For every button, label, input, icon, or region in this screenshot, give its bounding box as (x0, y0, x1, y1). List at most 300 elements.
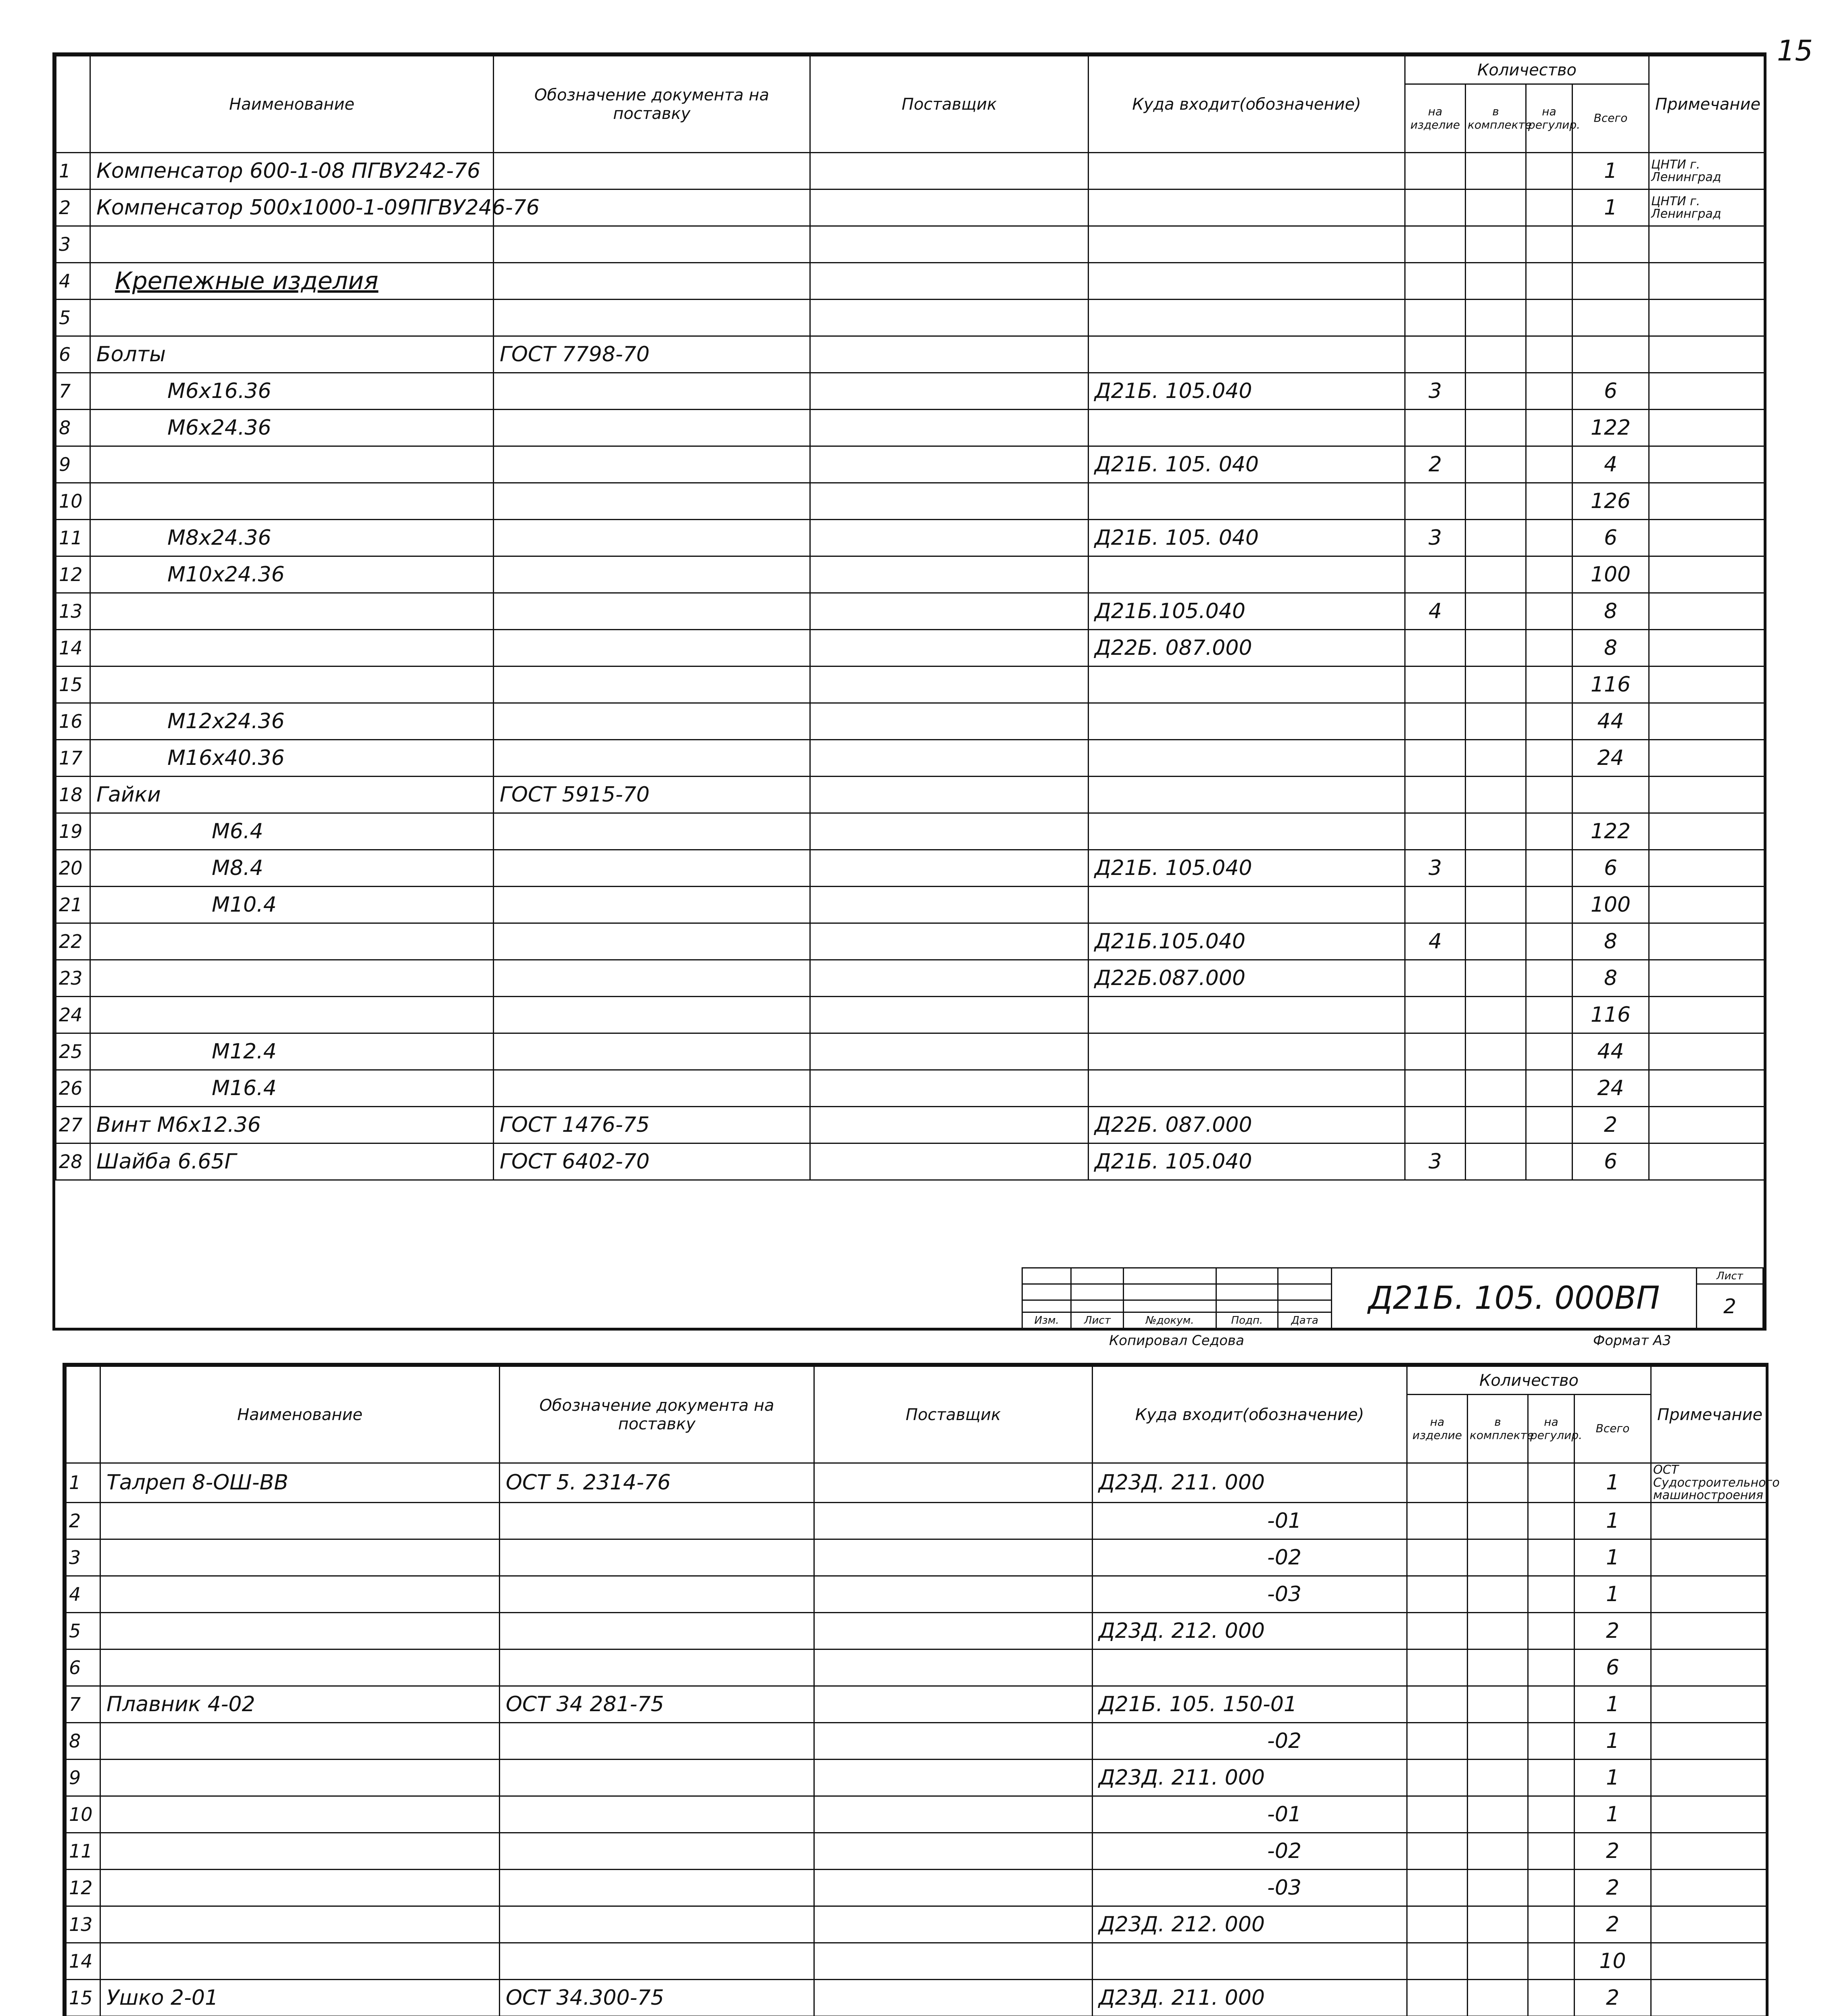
row-in-kit (1466, 153, 1526, 190)
row-name (100, 1649, 500, 1686)
row-where (1089, 190, 1405, 226)
row-note (1651, 1979, 1768, 2016)
stamp1-list: Лист (1071, 1312, 1124, 1329)
row-per-item (1407, 1576, 1468, 1612)
row-in-kit (1466, 190, 1526, 226)
row-in-kit (1468, 1796, 1528, 1833)
row-total: 1 (1575, 1686, 1651, 1722)
row-note (1649, 446, 1766, 483)
row-note (1651, 1943, 1768, 1979)
row-where (1089, 226, 1405, 263)
row-in-reg (1526, 446, 1572, 483)
row-number: 27 (56, 1107, 90, 1143)
row-number: 12 (56, 556, 90, 593)
row-where (1089, 887, 1405, 923)
row-name: Гайки (90, 777, 494, 813)
row-in-kit (1466, 1033, 1526, 1070)
row-where: Д23Д. 211. 000 (1093, 1759, 1407, 1796)
row-name (100, 1906, 500, 1943)
row-total: 116 (1572, 666, 1649, 703)
row-supplier (814, 1759, 1093, 1796)
row-where: -02 (1093, 1539, 1407, 1576)
row-doc (494, 740, 810, 777)
row-number: 22 (56, 923, 90, 960)
row-where: Д21Б. 105.040 (1089, 1143, 1405, 1180)
row-name (100, 1796, 500, 1833)
row-number: 8 (66, 1722, 100, 1759)
row-note (1651, 1906, 1768, 1943)
row-total (1572, 226, 1649, 263)
row-in-kit (1466, 226, 1526, 263)
row-doc (500, 1796, 814, 1833)
row-doc (494, 703, 810, 740)
row-per-item (1407, 1796, 1468, 1833)
row-in-kit (1466, 777, 1526, 813)
row-total: 122 (1572, 813, 1649, 850)
table-row (56, 226, 1766, 263)
table-row (56, 887, 1766, 923)
table-row (56, 997, 1766, 1033)
row-where: Д21Б. 105.040 (1089, 850, 1405, 887)
row-in-reg (1526, 997, 1572, 1033)
row-supplier (810, 153, 1089, 190)
stamp1-sheet-no: 2 (1697, 1284, 1763, 1329)
row-name: Компенсатор 500х1000-1-09ПГВУ246-76 (90, 190, 494, 226)
row-in-reg (1528, 1539, 1575, 1576)
row-in-kit (1466, 410, 1526, 446)
row-name (90, 630, 494, 666)
row-supplier (810, 263, 1089, 300)
row-name (90, 666, 494, 703)
row-doc (500, 1539, 814, 1576)
row-note (1649, 483, 1766, 520)
row-total: 2 (1575, 1979, 1651, 2016)
row-doc (500, 1943, 814, 1979)
row-total: 6 (1575, 1649, 1651, 1686)
hdr-name: Наименование (90, 56, 494, 153)
row-total: 100 (1572, 887, 1649, 923)
row-in-kit (1466, 813, 1526, 850)
row-in-kit (1466, 373, 1526, 410)
row-in-reg (1526, 593, 1572, 630)
sheet-1-copied: Копировал Седова (1109, 1333, 1244, 1349)
row-number: 28 (56, 1143, 90, 1180)
row-in-reg (1528, 1833, 1575, 1869)
row-total: 126 (1572, 483, 1649, 520)
row-number: 21 (56, 887, 90, 923)
row-in-reg (1526, 520, 1572, 556)
row-per-item (1405, 1070, 1466, 1107)
stamp1-sheet-label: Лист (1697, 1268, 1763, 1284)
row-note (1649, 520, 1766, 556)
row-supplier (810, 740, 1089, 777)
row-name (100, 1943, 500, 1979)
row-supplier (814, 1796, 1093, 1833)
row-number: 7 (66, 1686, 100, 1722)
table-row (66, 1686, 1768, 1722)
row-doc (494, 1033, 810, 1070)
row-number: 9 (56, 446, 90, 483)
table-row (66, 1759, 1768, 1796)
row-note (1651, 1539, 1768, 1576)
row-per-item (1407, 1943, 1468, 1979)
row-supplier (810, 887, 1089, 923)
row-note: ЦНТИ г. Ленинград (1649, 153, 1766, 190)
row-note (1649, 556, 1766, 593)
row-supplier (814, 1612, 1093, 1649)
sheet-1-table (55, 55, 1766, 1181)
table-row (66, 1722, 1768, 1759)
row-name: М8х24.36 (90, 520, 494, 556)
table-row (66, 1833, 1768, 1869)
row-name: М16.4 (90, 1070, 494, 1107)
row-in-reg (1528, 1943, 1575, 1979)
row-doc: ГОСТ 6402-70 (494, 1143, 810, 1180)
row-note (1651, 1759, 1768, 1796)
row-total: 44 (1572, 1033, 1649, 1070)
row-name: Шайба 6.65Г (90, 1143, 494, 1180)
row-in-reg (1526, 483, 1572, 520)
table-row (56, 813, 1766, 850)
hdr-per-item: на изделие (1405, 84, 1466, 153)
row-where (1089, 153, 1405, 190)
row-doc (494, 666, 810, 703)
row-doc (494, 226, 810, 263)
row-name: М10х24.36 (90, 556, 494, 593)
row-name: Винт М6х12.36 (90, 1107, 494, 1143)
row-in-reg (1526, 263, 1572, 300)
row-doc (494, 593, 810, 630)
row-in-reg (1528, 1979, 1575, 2016)
row-per-item (1405, 336, 1466, 373)
row-doc (494, 960, 810, 997)
row-total: 6 (1572, 373, 1649, 410)
row-per-item (1405, 483, 1466, 520)
row-supplier (810, 813, 1089, 850)
row-where: Д21Б.105.040 (1089, 593, 1405, 630)
row-in-reg (1526, 1070, 1572, 1107)
table-row (56, 1143, 1766, 1180)
stamp1-izm: Изм. (1022, 1312, 1071, 1329)
row-number: 9 (66, 1759, 100, 1796)
row-note (1649, 630, 1766, 666)
row-where: Д23Д. 212. 000 (1093, 1906, 1407, 1943)
row-per-item: 3 (1405, 520, 1466, 556)
row-name: М10.4 (90, 887, 494, 923)
row-supplier (810, 1070, 1089, 1107)
row-total: 1 (1575, 1722, 1651, 1759)
row-in-kit (1466, 446, 1526, 483)
row-supplier (810, 373, 1089, 410)
row-in-kit (1468, 1502, 1528, 1539)
table-row (66, 1869, 1768, 1906)
row-name: Плавник 4-02 (100, 1686, 500, 1722)
row-in-reg (1526, 1033, 1572, 1070)
row-name (100, 1576, 500, 1612)
row-per-item (1405, 666, 1466, 703)
row-per-item: 4 (1405, 593, 1466, 630)
row-where (1089, 556, 1405, 593)
row-per-item (1407, 1649, 1468, 1686)
row-doc: ОСТ 34 281-75 (500, 1686, 814, 1722)
row-in-kit (1468, 1722, 1528, 1759)
row-number: 10 (66, 1796, 100, 1833)
row-per-item (1407, 1869, 1468, 1906)
row-in-kit (1466, 666, 1526, 703)
row-where: Д22Б. 087.000 (1089, 630, 1405, 666)
row-note (1649, 1107, 1766, 1143)
row-doc (500, 1869, 814, 1906)
row-name (90, 593, 494, 630)
row-per-item (1405, 777, 1466, 813)
row-note (1649, 960, 1766, 997)
row-supplier (810, 520, 1089, 556)
row-doc (500, 1612, 814, 1649)
row-where (1093, 1649, 1407, 1686)
row-per-item (1405, 813, 1466, 850)
row-supplier (814, 1943, 1093, 1979)
row-name (90, 226, 494, 263)
row-in-kit (1466, 703, 1526, 740)
row-name (90, 960, 494, 997)
hdr2-note: Примечание (1651, 1366, 1768, 1463)
row-number: 10 (56, 483, 90, 520)
row-name: М12.4 (90, 1033, 494, 1070)
row-note (1649, 1143, 1766, 1180)
row-where (1089, 336, 1405, 373)
table-row (66, 1649, 1768, 1686)
row-supplier (810, 336, 1089, 373)
row-note (1649, 336, 1766, 373)
row-in-reg (1526, 226, 1572, 263)
row-in-kit (1466, 1107, 1526, 1143)
row-per-item (1405, 556, 1466, 593)
row-doc (500, 1576, 814, 1612)
row-name (100, 1869, 500, 1906)
row-doc (494, 410, 810, 446)
row-where: -01 (1093, 1502, 1407, 1539)
row-where (1089, 483, 1405, 520)
table-row (56, 960, 1766, 997)
row-name: М16х40.36 (90, 740, 494, 777)
row-supplier (814, 1869, 1093, 1906)
row-number: 1 (66, 1463, 100, 1503)
row-where (1089, 1070, 1405, 1107)
table-row (56, 593, 1766, 630)
row-per-item (1405, 410, 1466, 446)
row-in-reg (1526, 923, 1572, 960)
row-in-kit (1466, 997, 1526, 1033)
row-in-reg (1528, 1649, 1575, 1686)
row-total: 8 (1572, 923, 1649, 960)
row-total: 2 (1575, 1906, 1651, 1943)
row-where (1089, 740, 1405, 777)
row-in-reg (1526, 1143, 1572, 1180)
row-per-item: 3 (1405, 850, 1466, 887)
row-note (1649, 923, 1766, 960)
row-note (1651, 1502, 1768, 1539)
table-row (56, 410, 1766, 446)
row-where (1089, 777, 1405, 813)
row-in-kit (1468, 1906, 1528, 1943)
row-in-reg (1528, 1502, 1575, 1539)
row-doc (500, 1722, 814, 1759)
row-in-reg (1526, 850, 1572, 887)
row-in-kit (1466, 483, 1526, 520)
hdr-total: Всего (1572, 84, 1649, 153)
row-in-reg (1526, 666, 1572, 703)
row-where: Д23Д. 211. 000 (1093, 1463, 1407, 1503)
row-note (1649, 777, 1766, 813)
row-in-kit (1466, 263, 1526, 300)
row-per-item (1407, 1979, 1468, 2016)
sheet-1-stamp (1022, 1267, 1764, 1328)
table-row (56, 777, 1766, 813)
row-name: Талреп 8-ОШ-ВВ (100, 1463, 500, 1503)
row-in-kit (1468, 1869, 1528, 1906)
stamp1-data: Дата (1278, 1312, 1332, 1329)
row-total: 8 (1572, 630, 1649, 666)
row-where (1093, 1943, 1407, 1979)
row-per-item (1407, 1612, 1468, 1649)
hdr-where: Куда входит(обозначение) (1089, 56, 1405, 153)
row-in-kit (1468, 1686, 1528, 1722)
row-note (1651, 1576, 1768, 1612)
row-per-item (1405, 300, 1466, 336)
table-row (56, 850, 1766, 887)
row-note (1651, 1869, 1768, 1906)
row-total: 1 (1575, 1502, 1651, 1539)
row-in-kit (1466, 556, 1526, 593)
row-in-kit (1468, 1833, 1528, 1869)
row-name (100, 1833, 500, 1869)
row-per-item (1407, 1722, 1468, 1759)
row-where (1089, 703, 1405, 740)
row-total: 2 (1572, 1107, 1649, 1143)
hdr-note: Примечание (1649, 56, 1766, 153)
row-per-item (1407, 1759, 1468, 1796)
row-note (1649, 997, 1766, 1033)
hdr2-where: Куда входит(обозначение) (1093, 1366, 1407, 1463)
row-number: 11 (56, 520, 90, 556)
row-per-item: 3 (1405, 373, 1466, 410)
row-number: 13 (66, 1906, 100, 1943)
row-in-reg (1526, 190, 1572, 226)
row-per-item (1405, 226, 1466, 263)
row-note (1651, 1649, 1768, 1686)
row-in-reg (1526, 373, 1572, 410)
row-total: 24 (1572, 1070, 1649, 1107)
table-row (56, 300, 1766, 336)
row-where: -03 (1093, 1576, 1407, 1612)
row-in-kit (1466, 1070, 1526, 1107)
row-total: 1 (1575, 1759, 1651, 1796)
row-note (1649, 300, 1766, 336)
row-in-reg (1528, 1686, 1575, 1722)
hdr2-qty: Количество (1407, 1366, 1651, 1395)
row-number: 19 (56, 813, 90, 850)
row-in-reg (1528, 1759, 1575, 1796)
row-supplier (814, 1539, 1093, 1576)
row-supplier (814, 1722, 1093, 1759)
row-doc (500, 1502, 814, 1539)
row-total: 100 (1572, 556, 1649, 593)
row-supplier (810, 446, 1089, 483)
row-doc (494, 813, 810, 850)
row-in-reg (1528, 1906, 1575, 1943)
row-name: Болты (90, 336, 494, 373)
row-name (90, 300, 494, 336)
row-total: 2 (1575, 1869, 1651, 1906)
row-per-item (1405, 190, 1466, 226)
row-number: 15 (56, 666, 90, 703)
row-number: 18 (56, 777, 90, 813)
row-supplier (810, 300, 1089, 336)
row-doc (494, 190, 810, 226)
row-in-kit (1468, 1539, 1528, 1576)
hdr2-name: Наименование (100, 1366, 500, 1463)
row-name: М6х16.36 (90, 373, 494, 410)
row-where: -01 (1093, 1796, 1407, 1833)
row-note (1649, 410, 1766, 446)
row-number: 1 (56, 153, 90, 190)
row-in-reg (1526, 887, 1572, 923)
table-row (56, 630, 1766, 666)
row-doc (494, 483, 810, 520)
hdr2-total: Всего (1575, 1395, 1651, 1463)
table-row (56, 520, 1766, 556)
hdr-qty: Количество (1405, 56, 1649, 84)
row-doc (494, 520, 810, 556)
row-supplier (810, 1033, 1089, 1070)
page-number: 15 (1777, 34, 1813, 67)
row-name: М8.4 (90, 850, 494, 887)
row-per-item (1405, 630, 1466, 666)
row-supplier (814, 1502, 1093, 1539)
row-doc (494, 263, 810, 300)
row-total: 1 (1572, 190, 1649, 226)
row-number: 5 (56, 300, 90, 336)
row-doc (494, 446, 810, 483)
row-number: 8 (56, 410, 90, 446)
row-number: 2 (66, 1502, 100, 1539)
row-number: 5 (66, 1612, 100, 1649)
row-in-kit (1466, 923, 1526, 960)
hdr2-in-kit: в комплекте (1468, 1395, 1528, 1463)
row-doc: ГОСТ 1476-75 (494, 1107, 810, 1143)
row-supplier (810, 190, 1089, 226)
row-name (100, 1502, 500, 1539)
row-in-kit (1466, 740, 1526, 777)
row-note (1649, 850, 1766, 887)
row-number: 25 (56, 1033, 90, 1070)
row-in-kit (1468, 1576, 1528, 1612)
row-supplier (814, 1686, 1093, 1722)
row-number: 14 (56, 630, 90, 666)
row-total: 8 (1572, 960, 1649, 997)
row-doc (494, 300, 810, 336)
row-where: Д21Б. 105.040 (1089, 373, 1405, 410)
row-per-item (1405, 960, 1466, 997)
row-supplier (810, 410, 1089, 446)
row-per-item (1407, 1686, 1468, 1722)
row-per-item (1405, 263, 1466, 300)
table-row (56, 1107, 1766, 1143)
row-in-kit (1468, 1943, 1528, 1979)
row-per-item: 2 (1405, 446, 1466, 483)
row-total (1572, 777, 1649, 813)
row-note (1651, 1686, 1768, 1722)
